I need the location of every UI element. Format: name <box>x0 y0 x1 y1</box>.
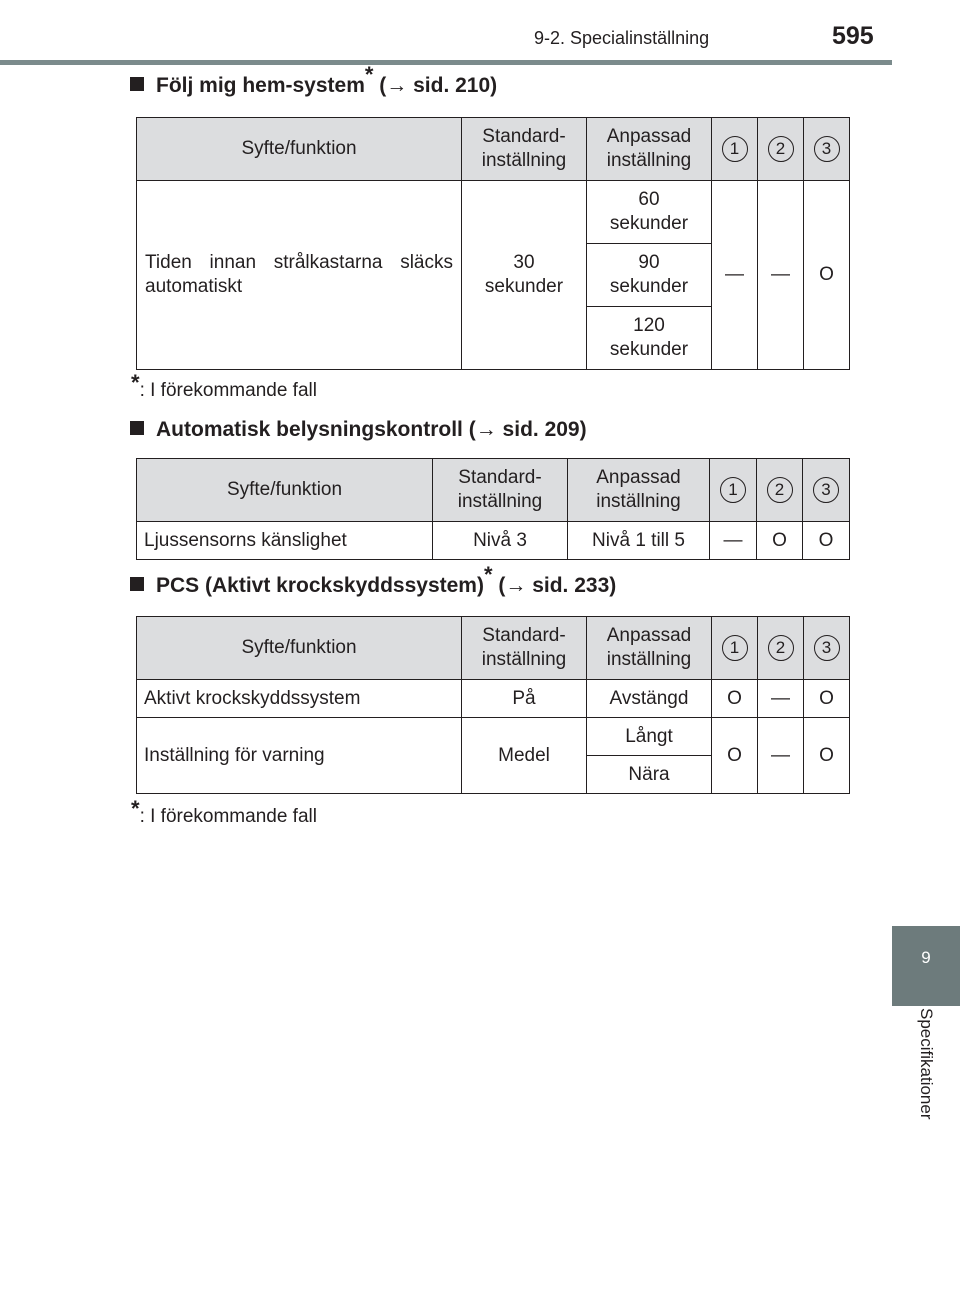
header-divider <box>0 60 892 65</box>
chapter-label-area <box>892 1008 960 1208</box>
circled-number-2-icon: 2 <box>768 136 794 162</box>
table-row <box>137 680 850 718</box>
cell-option: Avstängd <box>587 680 712 718</box>
chapter-tab <box>892 926 960 1006</box>
square-bullet-icon <box>130 77 144 91</box>
footnote-text: : I förekommande fall <box>139 380 317 401</box>
cell-option: Nivå 1 till 5 <box>568 522 710 560</box>
footnote <box>131 796 317 828</box>
settings-table-auto-light-control <box>136 458 850 560</box>
cell-mode-1: O <box>712 718 758 794</box>
cell-mode-2: O <box>757 522 803 560</box>
section-title-text: Följ mig hem-system <box>156 74 365 97</box>
cell-mode-2: — <box>758 680 804 718</box>
header-standard: Standard- inställning <box>433 459 568 522</box>
cell-standard: 30 sekunder <box>462 181 587 370</box>
cell-function: Ljussensorns känslighet <box>137 522 433 560</box>
header-custom: Anpassad inställning <box>587 617 712 680</box>
table-row <box>137 718 850 756</box>
circled-number-1-icon: 1 <box>720 477 746 503</box>
asterisk-mark: * <box>483 562 493 587</box>
cell-mode-1: O <box>712 680 758 718</box>
page-number: 595 <box>832 22 874 50</box>
cell-mode-1: — <box>712 181 758 370</box>
settings-table-follow-me-home <box>136 117 850 370</box>
square-bullet-icon <box>130 421 144 435</box>
header-mode-1 <box>712 118 758 181</box>
cell-mode-3: O <box>804 718 850 794</box>
page-reference: (→ sid. 210) <box>373 74 498 97</box>
header-mode-2 <box>758 617 804 680</box>
footnote-text: : I förekommande fall <box>139 806 317 827</box>
cell-option: 60 sekunder <box>587 181 712 244</box>
cell-function: Tiden innan strålkastarna släcks automatiskt <box>137 181 462 370</box>
header-function: Syfte/funktion <box>137 459 433 522</box>
circled-number-1-icon: 1 <box>722 635 748 661</box>
header-mode-3 <box>804 617 850 680</box>
cell-option: Nära <box>587 756 712 794</box>
section-title-text: Automatisk belysningskontroll <box>156 418 463 441</box>
section-title-auto-light-control <box>130 418 587 442</box>
circled-number-2-icon: 2 <box>768 635 794 661</box>
header-mode-3 <box>803 459 850 522</box>
header-mode-3 <box>804 118 850 181</box>
chapter-label: Specifikationer <box>917 1008 936 1120</box>
cell-standard: Medel <box>462 718 587 794</box>
header-mode-2 <box>758 118 804 181</box>
footnote-asterisk: * <box>131 796 140 821</box>
section-header: 9-2. Specialinställning <box>534 28 710 48</box>
footnote <box>131 370 317 402</box>
table-row <box>137 522 850 560</box>
section-title-pcs <box>130 562 617 598</box>
cell-option: 120 sekunder <box>587 307 712 370</box>
cell-option: Långt <box>587 718 712 756</box>
page-reference: (→ sid. 209) <box>462 418 587 441</box>
header-standard: Standard- inställning <box>462 617 587 680</box>
table-row <box>137 181 850 244</box>
cell-mode-2: — <box>758 718 804 794</box>
cell-mode-2: — <box>758 181 804 370</box>
header-mode-1 <box>710 459 757 522</box>
cell-mode-3: O <box>803 522 850 560</box>
header-custom: Anpassad inställning <box>587 118 712 181</box>
cell-option: 90 sekunder <box>587 244 712 307</box>
cell-standard: Nivå 3 <box>433 522 568 560</box>
cell-function: Aktivt krockskyddssystem <box>137 680 462 718</box>
header-mode-2 <box>757 459 803 522</box>
asterisk-mark: * <box>364 62 374 87</box>
header-custom: Anpassad inställning <box>568 459 710 522</box>
cell-mode-1: — <box>710 522 757 560</box>
square-bullet-icon <box>130 577 144 591</box>
circled-number-3-icon: 3 <box>814 136 840 162</box>
settings-table-pcs <box>136 616 850 794</box>
header-standard: Standard- inställning <box>462 118 587 181</box>
cell-mode-3: O <box>804 181 850 370</box>
circled-number-2-icon: 2 <box>767 477 793 503</box>
section-title-text: PCS (Aktivt krockskyddssystem) <box>156 574 484 597</box>
cell-function: Inställning för varning <box>137 718 462 794</box>
cell-standard: På <box>462 680 587 718</box>
section-title-follow-me-home <box>130 62 498 98</box>
cell-mode-3: O <box>804 680 850 718</box>
chapter-tab-number: 9 <box>921 948 931 967</box>
circled-number-3-icon: 3 <box>814 635 840 661</box>
circled-number-3-icon: 3 <box>813 477 839 503</box>
header-mode-1 <box>712 617 758 680</box>
footnote-asterisk: * <box>131 370 140 395</box>
header-function: Syfte/funktion <box>137 617 462 680</box>
circled-number-1-icon: 1 <box>722 136 748 162</box>
header-function: Syfte/funktion <box>137 118 462 181</box>
page-reference: (→ sid. 233) <box>492 574 617 597</box>
